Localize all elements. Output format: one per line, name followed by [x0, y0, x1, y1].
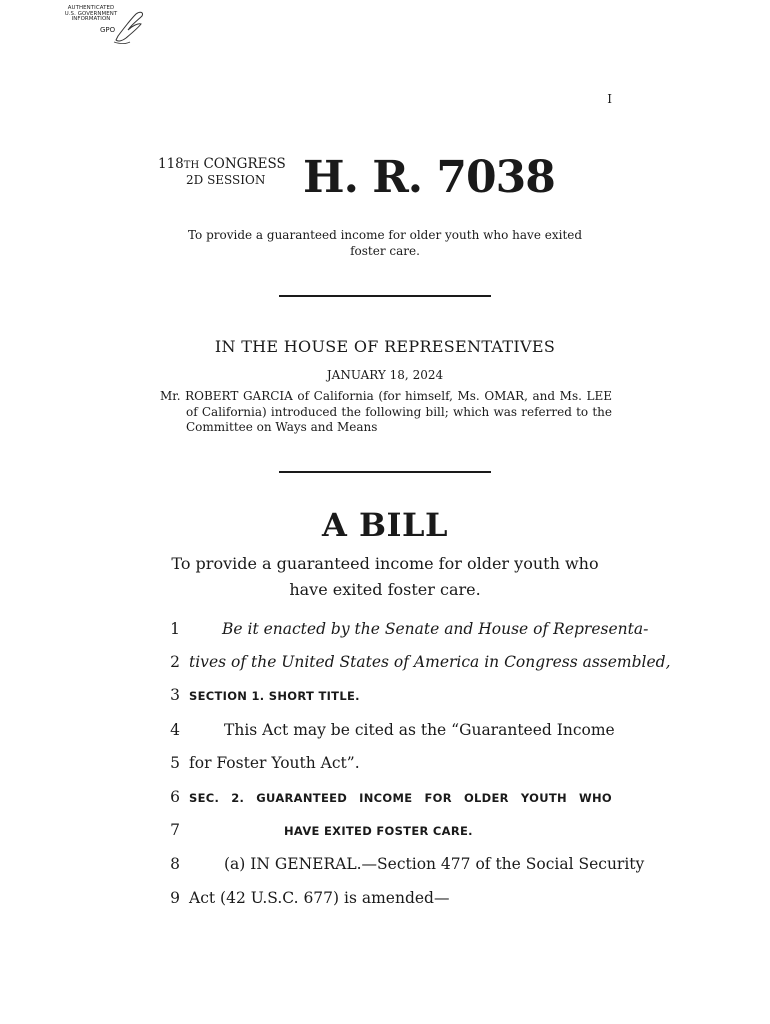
purpose-main: To provide a guaranteed income for older youth who have exited foster care.: [171, 554, 599, 599]
session-label: 2D SESSION: [186, 173, 266, 187]
intro-text: Mr.: [160, 389, 186, 403]
intro-text: of California (for himself, Ms.: [292, 389, 485, 403]
section-heading: SEC. 2. GUARANTEED INCOME FOR OLDER YOUTH WHO: [189, 791, 612, 805]
logo-line: AUTHENTICATED: [67, 5, 115, 11]
bill-number: H. R. 7038: [303, 152, 555, 203]
chamber-heading: IN THE HOUSE OF REPRESENTATIVES: [214, 337, 556, 356]
congress-label: [158, 157, 286, 173]
introduction-date: JANUARY 18, 2024: [326, 368, 444, 382]
section-heading: SECTION 1. SHORT TITLE.: [189, 689, 360, 703]
line-number: 5: [170, 754, 180, 772]
bill-text-part: (a): [224, 855, 251, 873]
eagle-icon: [62, 6, 148, 48]
introduction-statement: [160, 389, 612, 436]
line-number: 6: [170, 788, 180, 806]
congress-number: 118: [158, 156, 184, 172]
cosponsor-name: LEE: [586, 389, 613, 403]
cosponsor-name: OMAR: [484, 389, 525, 403]
gpo-authenticated-logo: [62, 6, 148, 48]
logo-line: U.S. GOVERNMENT: [64, 10, 118, 17]
sponsor-name: ROBERT GARCIA: [185, 389, 293, 403]
intro-text: of California) introduced the following bill; which was referred to the Committee on Ways and Means: [186, 404, 612, 434]
line-number: 7: [170, 821, 180, 839]
intro-text: , and Ms.: [524, 389, 587, 403]
bill-text: [224, 855, 645, 873]
line-number: 4: [170, 721, 180, 739]
logo-line: INFORMATION: [71, 16, 111, 23]
bill-text: Act (42 U.S.C. 677) is amended—: [189, 889, 450, 907]
enacting-clause: Be it enacted by the Senate and House of Representa-: [222, 620, 649, 638]
bill-text: for Foster Youth Act”.: [189, 754, 360, 772]
line-number: 2: [170, 653, 180, 671]
bill-text: This Act may be cited as the “Guaranteed Income: [224, 721, 615, 739]
congress-suffix: TH: [183, 160, 200, 171]
divider: [279, 295, 491, 297]
bill-text-part: .—Section 477 of the Social Security: [356, 855, 645, 873]
enacting-clause: tives of the United States of America in Congress assembled,: [189, 653, 671, 671]
line-number: 3: [170, 686, 180, 704]
purpose-short: To provide a guaranteed income for older youth who have exited foster care.: [187, 228, 583, 258]
bill-title: A BILL: [322, 506, 448, 544]
page-number: I: [607, 92, 612, 106]
divider: [279, 471, 491, 473]
subsection-heading: IN GENERAL: [250, 855, 357, 873]
section-heading: HAVE EXITED FOSTER CARE.: [284, 824, 473, 838]
line-number: 1: [170, 620, 180, 638]
gpo-mark: GPO: [100, 26, 116, 34]
line-number: 9: [170, 889, 180, 907]
congress-word: CONGRESS: [199, 156, 286, 172]
line-number: 8: [170, 855, 180, 873]
